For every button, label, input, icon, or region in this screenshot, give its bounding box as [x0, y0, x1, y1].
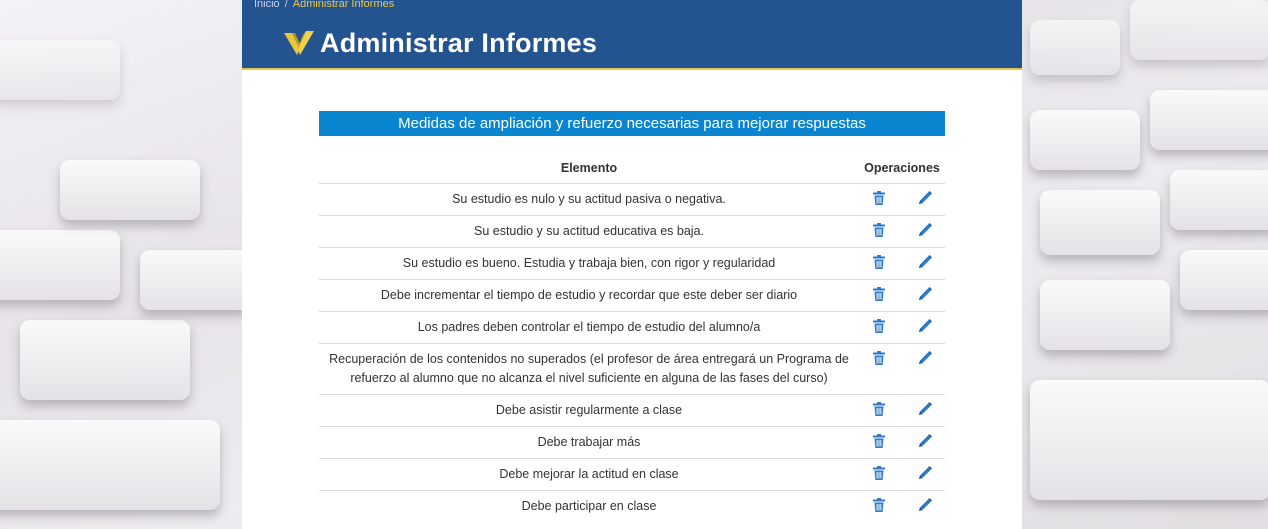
pencil-icon[interactable] — [917, 401, 933, 417]
pencil-icon[interactable] — [917, 222, 933, 238]
table-row — [319, 311, 945, 343]
breadcrumb-home[interactable]: Inicio — [254, 0, 280, 10]
pencil-icon[interactable] — [917, 318, 933, 334]
pencil-icon[interactable] — [917, 433, 933, 449]
row-element-text: Debe trabajar más — [319, 426, 859, 458]
row-operations — [859, 490, 945, 522]
row-element-text: Debe mejorar la actitud en clase — [319, 458, 859, 490]
breadcrumb — [254, 0, 394, 10]
section-title: Medidas de ampliación y refuerzo necesarias para mejorar respuestas — [319, 111, 945, 136]
table-row — [319, 183, 945, 215]
row-operations — [859, 394, 945, 426]
row-element-text: Su estudio es bueno. Estudia y trabaja bien, con rigor y regularidad — [319, 247, 859, 279]
pencil-icon[interactable] — [917, 350, 933, 366]
logo-icon — [282, 29, 316, 59]
row-operations — [859, 247, 945, 279]
pencil-icon[interactable] — [917, 497, 933, 513]
table-row — [319, 458, 945, 490]
row-operations — [859, 426, 945, 458]
pencil-icon[interactable] — [917, 465, 933, 481]
row-element-text: Debe participar en clase — [319, 490, 859, 522]
row-element-text: Los padres deben controlar el tiempo de estudio del alumno/a — [319, 311, 859, 343]
page-title: Administrar Informes — [320, 28, 598, 58]
table-row — [319, 247, 945, 279]
trash-icon[interactable] — [871, 433, 887, 449]
breadcrumb-separator: / — [284, 0, 288, 10]
breadcrumb-current: Administrar Informes — [292, 0, 395, 10]
row-element-text: Debe incrementar el tiempo de estudio y recordar que este deber ser diario — [319, 279, 859, 311]
main-panel — [242, 0, 1022, 529]
row-element-text: Recuperación de los contenidos no superados (el profesor de área entregará un Programa de refuerzo al alumno que no alcanza el nivel suficiente en alguna de las fases del curso) — [319, 343, 859, 394]
trash-icon[interactable] — [871, 318, 887, 334]
row-operations — [859, 311, 945, 343]
table-row — [319, 279, 945, 311]
row-operations — [859, 458, 945, 490]
column-header-operations: Operaciones — [864, 161, 940, 176]
trash-icon[interactable] — [871, 190, 887, 206]
trash-icon[interactable] — [871, 254, 887, 270]
table-row — [319, 490, 945, 522]
row-element-text: Su estudio y su actitud educativa es baja. — [319, 215, 859, 247]
trash-icon[interactable] — [871, 350, 887, 366]
column-header-element: Elemento — [560, 161, 618, 176]
pencil-icon[interactable] — [917, 190, 933, 206]
row-element-text: Debe asistir regularmente a clase — [319, 394, 859, 426]
page-header — [242, 0, 1022, 70]
table-row — [319, 426, 945, 458]
reports-table — [319, 154, 945, 522]
trash-icon[interactable] — [871, 286, 887, 302]
table-body — [319, 183, 945, 522]
table-header-row — [319, 154, 945, 183]
row-operations — [859, 183, 945, 215]
table-row — [319, 215, 945, 247]
trash-icon[interactable] — [871, 465, 887, 481]
row-element-text: Su estudio es nulo y su actitud pasiva o negativa. — [319, 183, 859, 215]
table-row — [319, 343, 945, 394]
trash-icon[interactable] — [871, 401, 887, 417]
content-area — [319, 111, 945, 522]
trash-icon[interactable] — [871, 497, 887, 513]
row-operations — [859, 343, 945, 394]
table-row — [319, 394, 945, 426]
trash-icon[interactable] — [871, 222, 887, 238]
row-operations — [859, 279, 945, 311]
row-operations — [859, 215, 945, 247]
pencil-icon[interactable] — [917, 254, 933, 270]
pencil-icon[interactable] — [917, 286, 933, 302]
